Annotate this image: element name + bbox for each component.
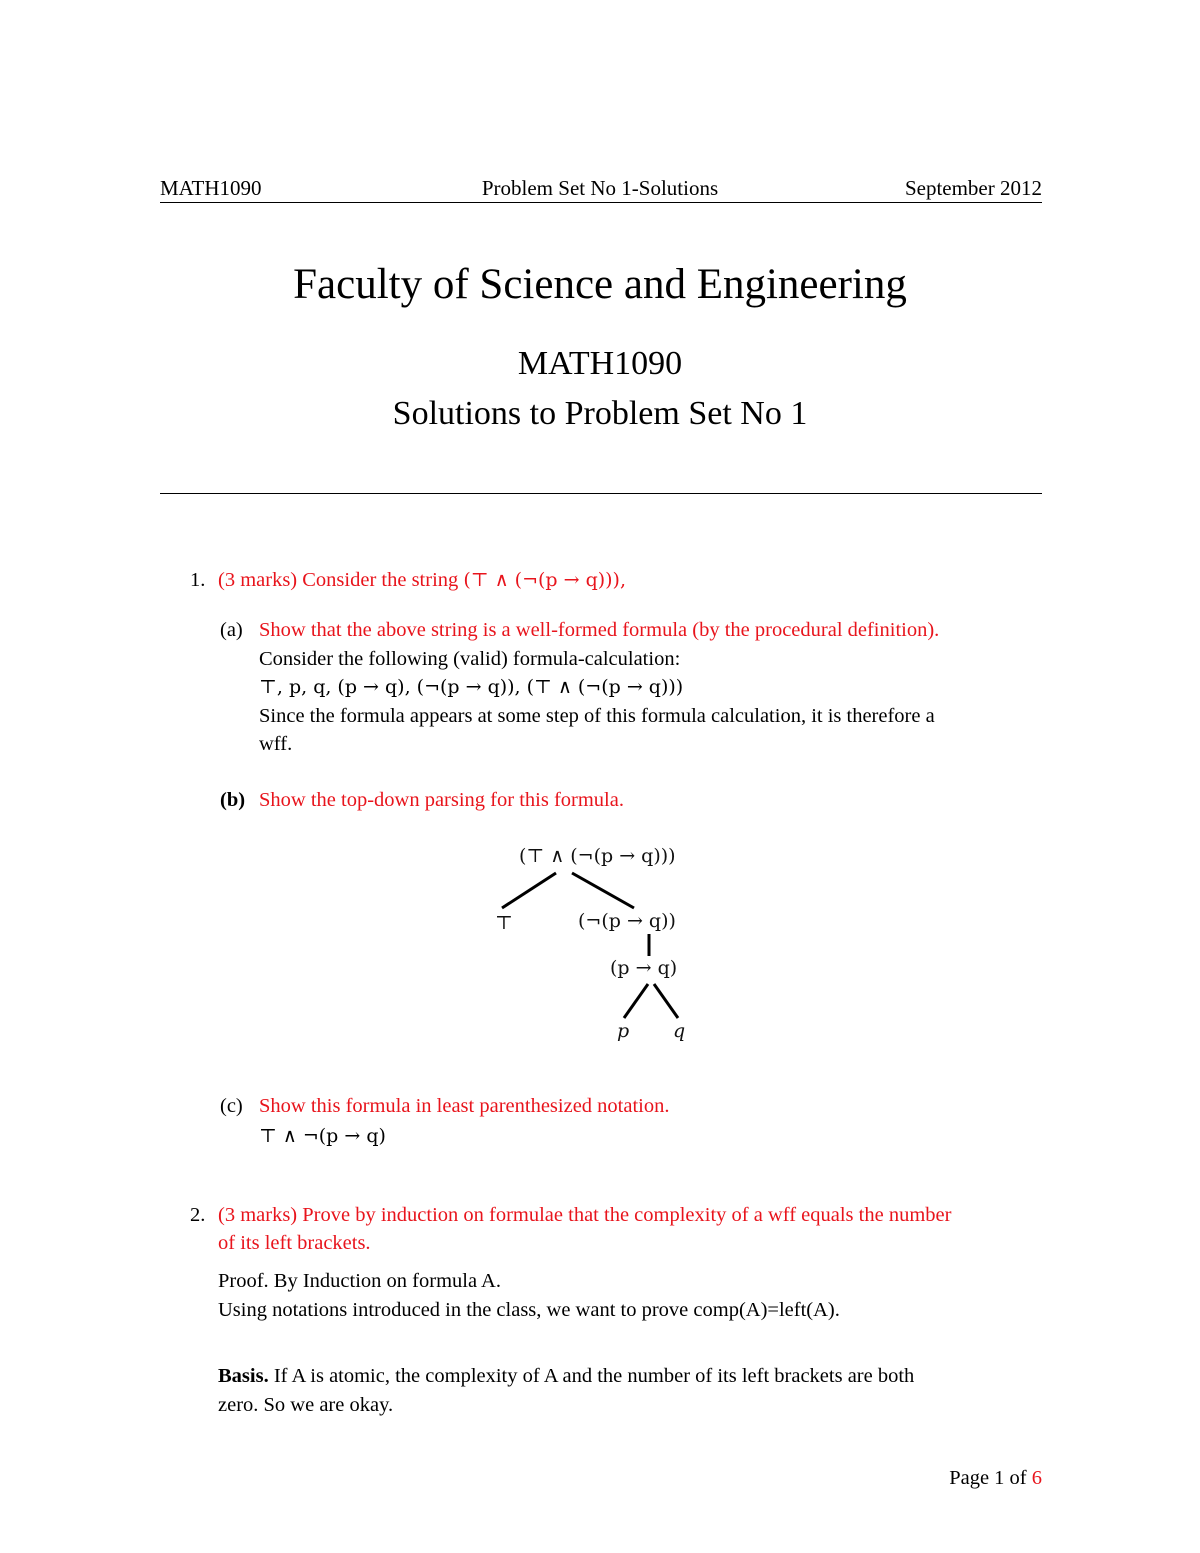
tree-edge-root-right: [572, 873, 634, 908]
tree-right: (¬(p → q)): [578, 910, 676, 932]
page-footer: [949, 1464, 1042, 1492]
q1a-line1: Consider the following (valid) formula-calculation:: [259, 648, 681, 670]
faculty-title: Faculty of Science and Engineering: [293, 261, 907, 308]
q1b-prompt: Show the top-down parsing for this formula.: [259, 789, 624, 811]
q1a-label: (a): [220, 619, 243, 641]
q1b-label: (b): [220, 789, 246, 811]
q1-prompt-text: (3 marks) Consider the string: [218, 569, 459, 591]
tree-edge-mid-q: [654, 984, 678, 1018]
q2-proof-line2: Using notations introduced in the class, we want to prove comp(A)=left(A).: [218, 1299, 840, 1321]
q2-number: 2.: [190, 1204, 206, 1226]
q1c-label: (c): [220, 1095, 243, 1117]
q1a-calculation: ⊤, p, q, (p → q), (¬(p → q)), (⊤ ∧ (¬(p → q))): [259, 676, 684, 698]
header-date: September 2012: [904, 176, 1042, 200]
q2-prompt-line2: of its left brackets.: [218, 1232, 371, 1254]
q1-formula: (⊤ ∧ (¬(p → q))),: [463, 569, 627, 591]
course-title: MATH1090: [517, 345, 683, 382]
header-course: MATH1090: [160, 176, 262, 200]
page-prefix: Page 1 of: [949, 1467, 1027, 1489]
q2-basis-text: If A is atomic, the complexity of A and the number of its left brackets are both: [273, 1365, 915, 1387]
q2-prompt-line1: (3 marks) Prove by induction on formulae that the complexity of a wff equals the number: [218, 1204, 952, 1226]
tree-leaf-p: p: [617, 1020, 630, 1042]
q2-proof-line1: Proof. By Induction on formula A.: [218, 1270, 501, 1292]
tree-root: (⊤ ∧ (¬(p → q))): [519, 845, 676, 867]
tree-edge-mid-p: [624, 984, 648, 1018]
page-total-link[interactable]: 6: [1031, 1467, 1042, 1489]
tree-mid: (p → q): [610, 957, 678, 979]
q1c-answer: ⊤ ∧ ¬(p → q): [259, 1125, 386, 1147]
q1a-line3: wff.: [259, 733, 293, 755]
tree-leaf-q: q: [673, 1020, 686, 1042]
q2-basis-line2: zero. So we are okay.: [218, 1394, 394, 1416]
q1a-line2: Since the formula appears at some step of this formula calculation, it is therefore a: [259, 705, 935, 727]
tree-edge-root-left: [502, 873, 556, 908]
q1a-prompt: Show that the above string is a well-formed formula (by the procedural definition).: [259, 619, 940, 641]
tree-left: ⊤: [495, 912, 513, 934]
q2-basis-label: Basis.: [218, 1365, 269, 1387]
header-doc-title: Problem Set No 1-Solutions: [481, 176, 719, 200]
q1-number: 1.: [190, 569, 206, 591]
q1c-prompt: Show this formula in least parenthesized notation.: [259, 1095, 670, 1117]
document-subtitle: Solutions to Problem Set No 1: [392, 395, 808, 432]
q2-basis-line1: [218, 1362, 914, 1390]
